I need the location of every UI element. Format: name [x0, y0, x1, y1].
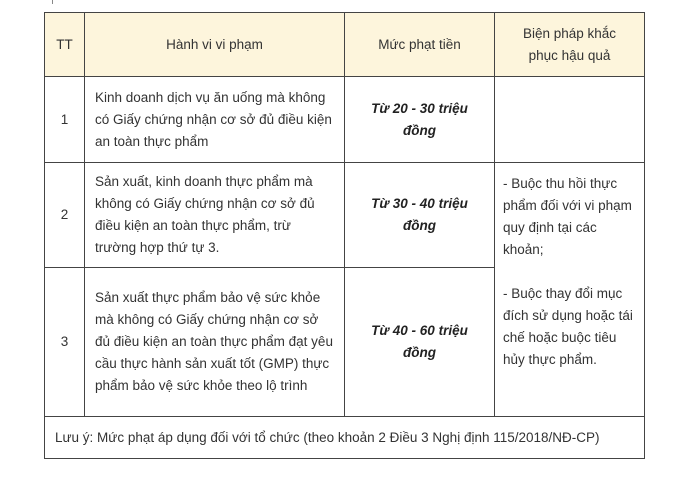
top-edge-tick [52, 0, 53, 4]
remedy-spacer [503, 261, 636, 283]
remedy-item: - Buộc thay đổi mục đích sử dụng hoặc tái chế hoặc buộc tiêu hủy thực phẩm. [503, 286, 633, 367]
penalty-table [44, 12, 645, 459]
note-text: Lưu ý: Mức phạt áp dụng đối với tổ chức (theo khoản 2 Điều 3 Nghị định 115/2018/NĐ-CP) [45, 417, 645, 459]
fine-amount: Từ 20 - 30 triệu [371, 100, 468, 116]
fine-cell [345, 163, 495, 268]
remedy-item: - Buộc thu hồi thực phẩm đối với vi phạm quy định tại các khoản; [503, 176, 632, 257]
row-number: 2 [45, 163, 85, 268]
note-row [45, 417, 645, 459]
fine-unit: đồng [403, 218, 436, 233]
violation-cell: Sản xuất, kinh doanh thực phẩm mà không có Giấy chứng nhận cơ sở đủ điều kiện an toàn thực phẩm, trừ trường hợp thứ tự 3. [85, 163, 345, 268]
fine-unit: đồng [403, 345, 436, 360]
remedy-cell-empty [495, 77, 645, 163]
violation-cell: Sản xuất thực phẩm bảo vệ sức khỏe mà không có Giấy chứng nhận cơ sở đủ điều kiện an toàn thực phẩm đạt yêu cầu thực hành sản xuất tốt (GMP) thực phẩm bảo vệ sức khỏe theo lộ trình [85, 268, 345, 417]
row-number: 1 [45, 77, 85, 163]
table-row [45, 163, 645, 268]
header-remedy [495, 13, 645, 77]
header-tt: TT [45, 13, 85, 77]
row-number: 3 [45, 268, 85, 417]
fine-unit: đồng [403, 122, 436, 138]
fine-cell [345, 268, 495, 417]
violation-cell: Kinh doanh dịch vụ ăn uống mà không có Giấy chứng nhận cơ sở đủ điều kiện an toàn thực phẩm [85, 77, 345, 163]
header-remedy-text: Biện pháp khắc phục hậu quả [522, 25, 617, 63]
table-row [45, 77, 645, 163]
fine-cell [345, 77, 495, 163]
header-violation: Hành vi vi phạm [85, 13, 345, 77]
remedy-cell [495, 163, 645, 417]
header-fine: Mức phạt tiền [345, 13, 495, 77]
fine-amount: Từ 40 - 60 triệu [371, 323, 468, 338]
fine-amount: Từ 30 - 40 triệu [371, 196, 468, 211]
header-row [45, 13, 645, 77]
